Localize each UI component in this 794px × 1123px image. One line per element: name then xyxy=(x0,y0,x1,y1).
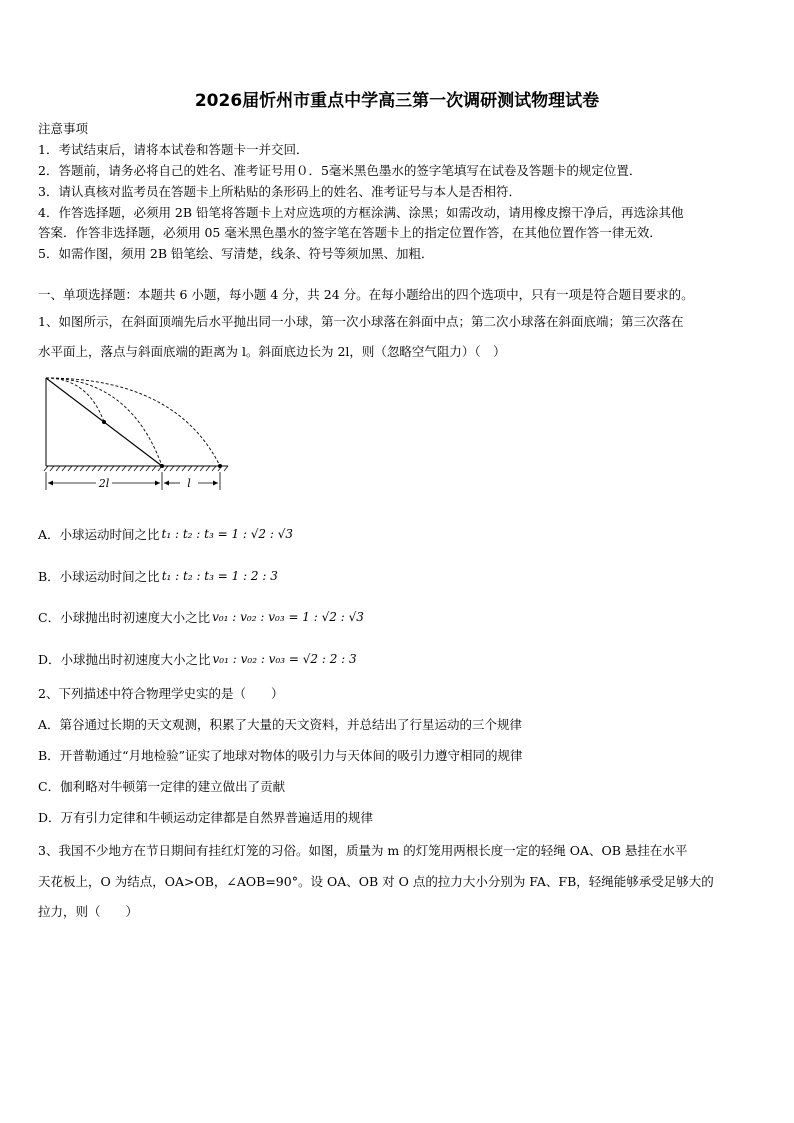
question-2-option-d[interactable]: D．万有引力定律和牛顿运动定律都是自然界普遍适用的规律 xyxy=(38,810,374,825)
question-1-option-c[interactable] xyxy=(38,608,364,626)
option-formula: t₁ : t₂ : t₃ = 1 : 2 : 3 xyxy=(161,569,278,583)
option-text: D．小球抛出时初速度大小之比 xyxy=(38,652,211,667)
label-2l: 2l xyxy=(98,477,110,490)
question-2-option-b[interactable]: B．开普勒通过“月地检验”证实了地球对物体的吸引力与天体间的吸引力遵守相同的规律 xyxy=(38,748,523,763)
notice-item: 答案．作答非选择题，必须用 05 毫米黑色墨水的签字笔在答题卡上的指定位置作答，在其他位置作答一律无效． xyxy=(38,225,662,240)
option-text: B．小球运动时间之比 xyxy=(38,569,160,584)
question-1-option-a[interactable] xyxy=(38,525,293,543)
trajectory-3 xyxy=(46,378,220,466)
notice-item: 1．考试结束后，请将本试卷和答题卡一并交回． xyxy=(38,142,309,157)
question-1-stem-cont: 水平面上，落点与斜面底端的距离为 l。斜面底边长为 2l，则（忽略空气阻力）（ ） xyxy=(38,344,506,359)
incline-projectile-figure xyxy=(38,372,238,498)
option-text: C．小球抛出时初速度大小之比 xyxy=(38,610,211,625)
section-heading: 一、单项选择题：本题共 6 小题，每小题 4 分，共 24 分。在每小题给出的四个选项中，只有一项是符合题目要求的。 xyxy=(38,287,694,302)
landing-point-2 xyxy=(160,464,164,468)
notice-item: 4．作答选择题，必须用 2B 铅笔将答题卡上对应选项的方框涂满、涂黑；如需改动，请用橡皮擦干净后，再选涂其他 xyxy=(38,205,684,220)
landing-point-3 xyxy=(218,464,222,468)
question-1-stem: 1、如图所示，在斜面顶端先后水平抛出同一小球，第一次小球落在斜面中点；第二次小球落在斜面底端；第三次落在 xyxy=(38,314,684,329)
question-3-stem-end: 拉力，则（ ） xyxy=(38,904,139,919)
question-3-stem: 3、我国不少地方在节日期间有挂红灯笼的习俗。如图，质量为 m 的灯笼用两根长度一定的轻绳 OA、OB 悬挂在水平 xyxy=(38,843,688,858)
notice-item: 3．请认真核对监考员在答题卡上所粘贴的条形码上的姓名、准考证号与本人是否相符． xyxy=(38,184,521,199)
question-2-option-c[interactable]: C．伽利略对牛顿第一定律的建立做出了贡献 xyxy=(38,779,286,794)
option-formula: v₀₁ : v₀₂ : v₀₃ = 1 : √2 : √3 xyxy=(212,610,364,624)
question-1-option-b[interactable] xyxy=(38,567,278,585)
landing-point-1 xyxy=(102,420,106,424)
question-1-option-d[interactable] xyxy=(38,650,357,668)
notice-heading: 注意事项 xyxy=(38,121,89,136)
option-text: A．小球运动时间之比 xyxy=(38,527,160,542)
notice-item: 2．答题前，请务必将自己的姓名、准考证号用０．5毫米黑色墨水的签字笔填写在试卷及答题卡的规定位置． xyxy=(38,163,642,178)
notice-item: 5．如需作图，须用 2B 铅笔绘、写清楚，线条、符号等须加黑、加粗． xyxy=(38,246,434,261)
question-3-stem-cont: 天花板上，O 为结点，OA>OB，∠AOB=90°。设 OA、OB 对 O 点的拉力大小分别为 FA、FB，轻绳能够承受足够大的 xyxy=(38,874,714,889)
page-title: 2026届忻州市重点中学高三第一次调研测试物理试卷 xyxy=(194,91,600,111)
ground-hatching xyxy=(44,466,228,471)
question-2-option-a[interactable]: A．第谷通过长期的天文观测，积累了大量的天文资料，并总结出了行星运动的三个规律 xyxy=(38,717,523,732)
option-formula: v₀₁ : v₀₂ : v₀₃ = √2 : 2 : 3 xyxy=(212,652,357,666)
option-formula: t₁ : t₂ : t₃ = 1 : √2 : √3 xyxy=(161,527,293,541)
question-2-stem: 2、下列描述中符合物理学史实的是（ ） xyxy=(38,686,284,701)
label-l: l xyxy=(187,477,191,490)
